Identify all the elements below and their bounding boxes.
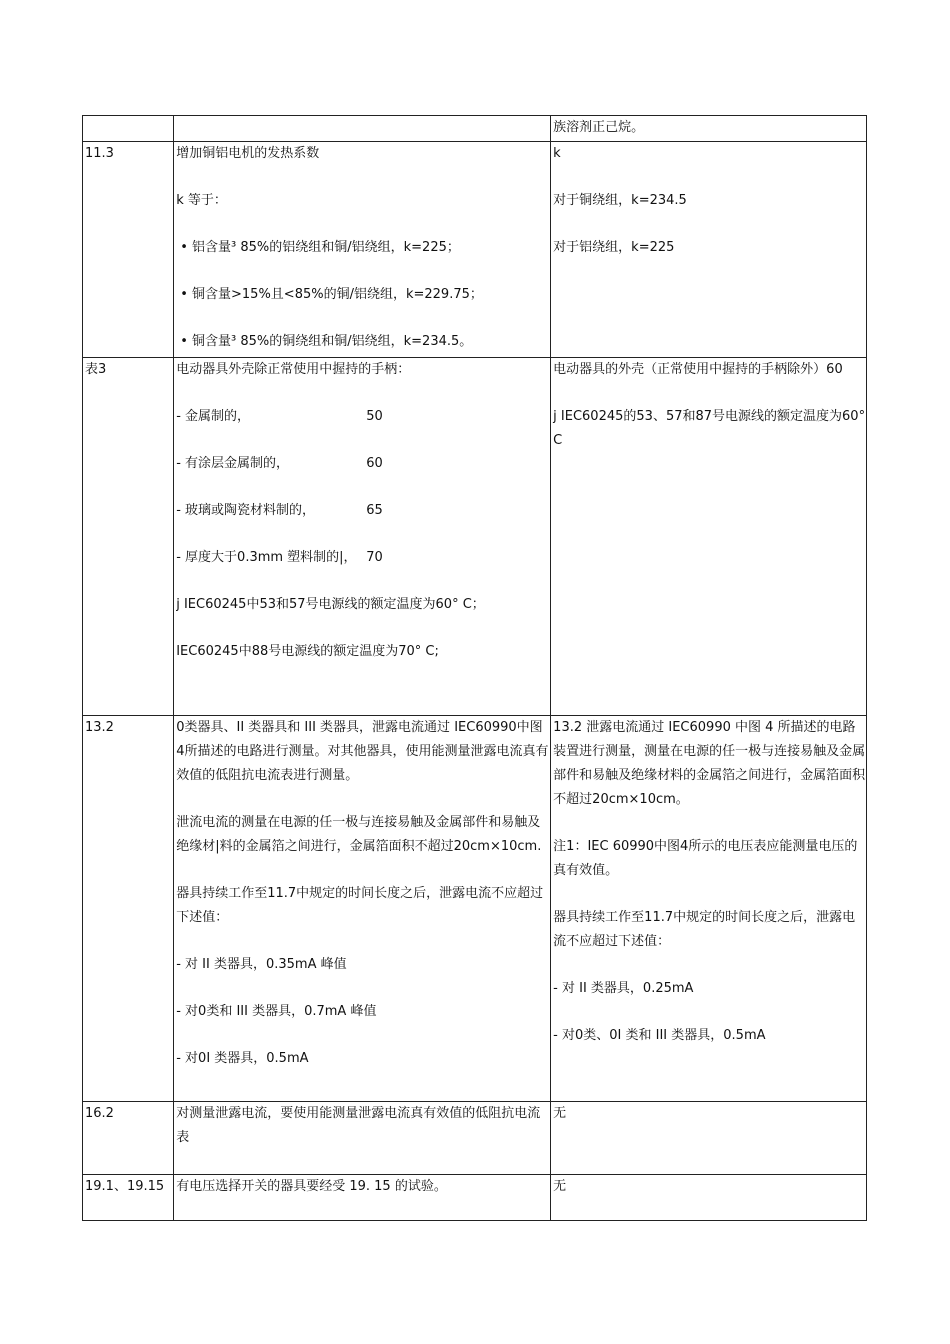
cell-text: 增加铜铝电机的发热系数 [176, 146, 320, 161]
cell-text: j IEC60245中53和57号电源线的额定温度为60° C； [176, 597, 485, 612]
item-value: 50 [366, 409, 383, 424]
row-new-text-cell [551, 1175, 867, 1221]
list-item: - 对 II 类器具，0.25mA [553, 981, 694, 996]
table-row [83, 1175, 867, 1221]
row-clause-cell: 16.2 [83, 1102, 174, 1175]
list-item: - 对0I 类器具，0.5mA [176, 1051, 309, 1066]
row-old-text-cell [174, 1175, 551, 1221]
table-row [83, 116, 867, 142]
row-new-text-cell [551, 358, 867, 716]
cell-text: 电动器具外壳除正常使用中握持的手柄： [176, 362, 411, 377]
table-row [83, 716, 867, 1102]
item-label: - 金属制的， [176, 409, 251, 424]
list-item [176, 499, 550, 523]
row-clause-cell [83, 116, 174, 142]
row-clause-cell: 19.1、19.15 [83, 1175, 174, 1221]
cell-text: 有电压选择开关的器具要经受 19. 15 的试验。 [176, 1179, 447, 1194]
row-new-text-cell [551, 116, 867, 142]
cell-text: 对测量泄露电流，要使用能测量泄露电流真有效值的低阻抗电流表 [176, 1106, 541, 1145]
comparison-table [82, 115, 867, 1221]
cell-text: 无 [553, 1179, 567, 1194]
bullet-item: • 铜含量>15%且<85%的铜/铝绕组，k=229.75； [180, 287, 483, 302]
row-new-text-cell [551, 142, 867, 358]
row-old-text-cell [174, 716, 551, 1102]
list-item: - 对 II 类器具，0.35mA 峰值 [176, 957, 347, 972]
item-value: 65 [366, 503, 383, 518]
table-row [83, 1102, 867, 1175]
cell-text: 族溶剂正己烷。 [553, 120, 645, 135]
table-row [83, 358, 867, 716]
row-clause-cell: 13.2 [83, 716, 174, 1102]
bullet-item: • 铝含量³ 85%的铝绕组和铜/铝绕组，k=225； [180, 240, 460, 255]
row-old-text-cell [174, 358, 551, 716]
list-item: - 对0类和 III 类器具，0.7mA 峰值 [176, 1004, 377, 1019]
row-clause-cell: 表3 [83, 358, 174, 716]
row-old-text-cell [174, 1102, 551, 1175]
item-value: 60 [366, 456, 383, 471]
cell-text: IEC60245中88号电源线的额定温度为70° C; [176, 644, 439, 659]
cell-text: 13.2 泄露电流通过 IEC60990 中图 4 所描述的电路装置进行测量，测量在电源的任一极与连接易触及金属部件和易触及绝缘材料的金属箔之间进行，金属箔面积不超过20cm×10cm。 [553, 720, 866, 807]
cell-text: 对于铜绕组，k=234.5 [553, 193, 687, 208]
cell-text: 泄流电流的测量在电源的任一极与连接易触及金属部件和易触及绝缘材|料的金属箔之间进行，金属箔面积不超过20cm×10cm. [176, 815, 542, 854]
cell-text: 注1：IEC 60990中图4所示的电压表应能测量电压的真有效值。 [553, 839, 858, 878]
cell-text: 器具持续工作至11.7中规定的时间长度之后，泄露电流不应超过下述值： [553, 910, 856, 949]
item-value: 70 [366, 550, 383, 565]
table-row [83, 142, 867, 358]
row-new-text-cell [551, 1102, 867, 1175]
list-item: - 对0类、0I 类和 III 类器具，0.5mA [553, 1028, 766, 1043]
item-label: - 厚度大于0.3mm 塑料制的|， [176, 550, 357, 565]
list-item [176, 452, 550, 476]
cell-text: 0类器具、II 类器具和 III 类器具，泄露电流通过 IEC60990中图4所描述的电路进行测量。对其他器具，使用能测量泄露电流真有效值的低阻抗电流表进行测量。 [176, 720, 549, 783]
row-new-text-cell [551, 716, 867, 1102]
item-label: - 有涂层金属制的， [176, 456, 290, 471]
cell-text: 无 [553, 1106, 567, 1121]
list-item [176, 546, 550, 570]
cell-text: 器具持续工作至11.7中规定的时间长度之后，泄露电流不应超过下述值： [176, 886, 544, 925]
row-clause-cell: 11.3 [83, 142, 174, 358]
bullet-item: • 铜含量³ 85%的铜绕组和铜/铝绕组，k=234.5。 [180, 334, 473, 349]
cell-text: k [553, 146, 561, 161]
list-item [176, 405, 550, 429]
cell-text: 对于铝绕组，k=225 [553, 240, 675, 255]
row-old-text-cell [174, 116, 551, 142]
cell-text: 电动器具的外壳（正常使用中握持的手柄除外）60 [553, 362, 843, 377]
row-old-text-cell [174, 142, 551, 358]
cell-text: k 等于： [176, 193, 227, 208]
cell-text: j IEC60245的53、57和87号电源线的额定温度为60° C [553, 409, 866, 448]
item-label: - 玻璃或陶瓷材料制的， [176, 503, 316, 518]
